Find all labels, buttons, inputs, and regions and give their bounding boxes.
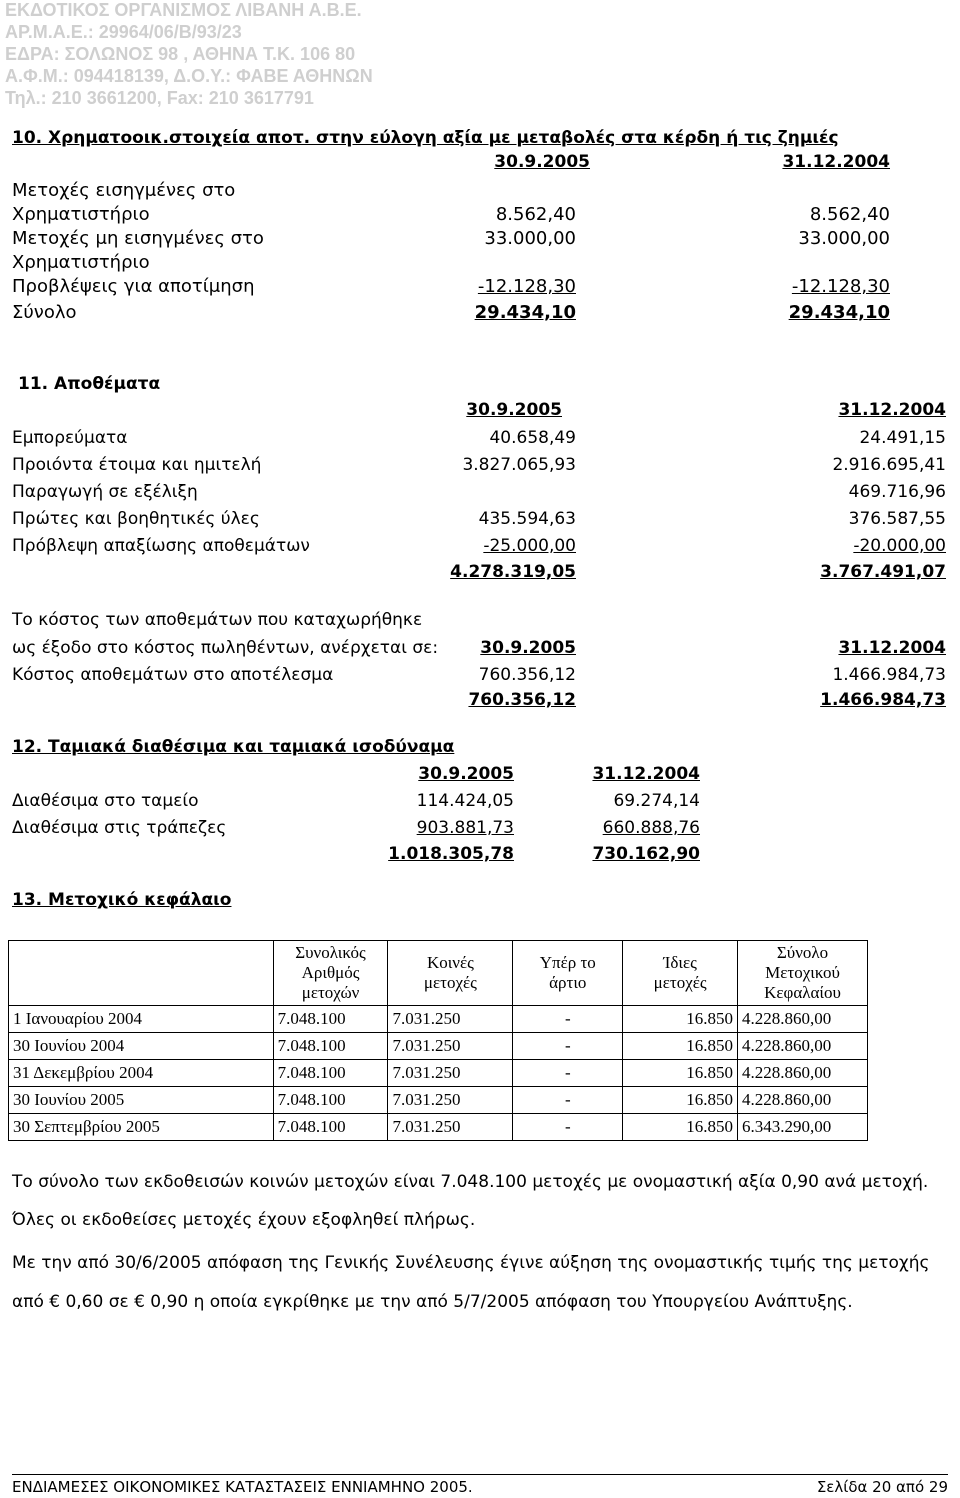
row-date-cell: 31 Δεκεμβρίου 2004 <box>9 1060 274 1087</box>
s11-row2-label: Προιόντα έτοιμα και ημιτελή <box>12 455 262 475</box>
footer-page: Σελίδα 20 από 29 <box>816 1478 948 1496</box>
row-total-capital-cell: 6.343.290,00 <box>738 1114 868 1141</box>
header-cell-above-par <box>513 941 623 1006</box>
row-date-cell: 1 Ιανουαρίου 2004 <box>9 1006 274 1033</box>
row-common-shares-cell: 7.031.250 <box>388 1006 513 1033</box>
header-cell-date <box>9 941 274 1006</box>
row-above-par-cell: - <box>513 1087 623 1114</box>
s10-row3-label: Προβλέψεις για αποτίμηση <box>12 276 255 297</box>
s10-row1-label2: Χρηματιστήριο <box>12 204 150 225</box>
s12-row1-v2: 69.274,14 <box>613 791 700 811</box>
row-treasury-cell: 16.850 <box>623 1114 738 1141</box>
footer-divider <box>12 1474 948 1475</box>
table-row <box>9 1033 868 1060</box>
s11-cost-col2: 31.12.2004 <box>838 638 946 658</box>
s11-row5-v1: -25.000,00 <box>483 536 576 556</box>
header-cell-treasury-shares <box>623 941 738 1006</box>
s11-cost-total-v2: 1.466.984,73 <box>820 690 946 710</box>
s10-row2-label1: Μετοχές μη εισηγμένες στο <box>12 228 264 249</box>
section12-title: 12. Ταμιακά διαθέσιμα και ταμιακά ισοδύναμα <box>12 737 455 757</box>
share-capital-table <box>8 940 868 1141</box>
row-total-capital-cell: 4.228.860,00 <box>738 1060 868 1087</box>
row-common-shares-cell: 7.031.250 <box>388 1060 513 1087</box>
s11-row2-v2: 2.916.695,41 <box>832 455 946 475</box>
s11-cost-row-label: Κόστος αποθεμάτων στο αποτέλεσμα <box>12 665 334 685</box>
row-treasury-cell: 16.850 <box>623 1087 738 1114</box>
s11-row1-label: Εμπορεύματα <box>12 428 128 448</box>
table-header-row <box>9 941 868 1006</box>
s11-cost-row-v1: 760.356,12 <box>478 665 576 685</box>
header-text: Σύνολο <box>776 943 829 962</box>
s11-total-v2: 3.767.491,07 <box>820 562 946 582</box>
row-common-shares-cell: 7.031.250 <box>388 1033 513 1060</box>
row-date-cell: 30 Ιουνίου 2004 <box>9 1033 274 1060</box>
row-total-capital-cell: 4.228.860,00 <box>738 1006 868 1033</box>
s11-row4-label: Πρώτες και βοηθητικές ύλες <box>12 509 260 529</box>
s11-row1-v2: 24.491,15 <box>859 428 946 448</box>
header-text: Συνολικός <box>295 943 366 962</box>
s10-row3-v1: -12.128,30 <box>477 276 576 297</box>
section11-col2: 31.12.2004 <box>838 400 946 420</box>
row-above-par-cell: - <box>513 1114 623 1141</box>
row-total-shares-cell: 7.048.100 <box>273 1060 388 1087</box>
header-text: Ίδιες <box>663 953 697 972</box>
row-above-par-cell: - <box>513 1060 623 1087</box>
s13-para2: Όλες οι εκδοθείσες μετοχές έχουν εξοφληθεί πλήρως. <box>12 1210 476 1230</box>
header-cell-total-capital <box>738 941 868 1006</box>
section10-title: 10. Χρηματοοικ.στοιχεία αποτ. στην εύλογη αξία με μεταβολές στα κέρδη ή τις ζημιές <box>12 128 839 148</box>
s11-row4-v2: 376.587,55 <box>848 509 946 529</box>
header-text: Κοινές <box>426 953 474 972</box>
s11-cost-row-v2: 1.466.984,73 <box>832 665 946 685</box>
row-common-shares-cell: 7.031.250 <box>388 1087 513 1114</box>
s10-total-label: Σύνολο <box>12 302 77 323</box>
header-text: Μετοχικού <box>765 963 840 982</box>
header-text: άρτιο <box>549 973 587 992</box>
s11-row3-v2: 469.716,96 <box>848 482 946 502</box>
s11-row4-v1: 435.594,63 <box>478 509 576 529</box>
row-total-shares-cell: 7.048.100 <box>273 1087 388 1114</box>
table-row <box>9 1060 868 1087</box>
s12-total-v1: 1.018.305,78 <box>388 844 514 864</box>
s11-row1-v1: 40.658,49 <box>489 428 576 448</box>
s13-para3b: από € 0,60 σε € 0,90 η οποία εγκρίθηκε με την από 5/7/2005 απόφαση του Υπουργείου Ανάπτυξης. <box>12 1292 853 1312</box>
s11-total-v1: 4.278.319,05 <box>450 562 576 582</box>
header-cell-common-shares <box>388 941 513 1006</box>
section11-col1: 30.9.2005 <box>466 400 562 420</box>
table-row <box>9 1006 868 1033</box>
s12-row2-label: Διαθέσιμα στις τράπεζες <box>12 818 227 838</box>
row-above-par-cell: - <box>513 1033 623 1060</box>
s11-row5-label: Πρόβλεψη απαξίωσης αποθεμάτων <box>12 536 310 556</box>
row-above-par-cell: - <box>513 1006 623 1033</box>
row-total-shares-cell: 7.048.100 <box>273 1033 388 1060</box>
footer-left: ΕΝΔΙΑΜΕΣΕΣ ΟΙΚΟΝΟΜΙΚΕΣ ΚΑΤΑΣΤΑΣΕΙΣ ΕΝΝΙΑΜΗΝΟ 2005. <box>12 1478 473 1496</box>
s12-total-v2: 730.162,90 <box>592 844 700 864</box>
company-address: ΕΔΡΑ: ΣΟΛΩΝΟΣ 98 , ΑΘΗΝΑ Τ.Κ. 106 80 <box>5 44 356 64</box>
row-total-capital-cell: 4.228.860,00 <box>738 1033 868 1060</box>
row-common-shares-cell: 7.031.250 <box>388 1114 513 1141</box>
header-cell-total-shares <box>273 941 388 1006</box>
s10-row1-v1: 8.562,40 <box>495 204 576 225</box>
section11-title: 11. Αποθέματα <box>18 374 161 394</box>
row-treasury-cell: 16.850 <box>623 1033 738 1060</box>
s10-row3-v2: -12.128,30 <box>791 276 890 297</box>
section13-title: 13. Μετοχικό κεφάλαιο <box>12 890 232 910</box>
company-reg: ΑΡ.Μ.Α.Ε.: 29964/06/Β/93/23 <box>5 22 242 42</box>
company-phone: Τηλ.: 210 3661200, Fax: 210 3617791 <box>5 88 314 108</box>
s11-cost-line1: Το κόστος των αποθεμάτων που καταχωρήθηκε <box>12 610 423 630</box>
table-row <box>9 1114 868 1141</box>
s12-row1-label: Διαθέσιμα στο ταμείο <box>12 791 199 811</box>
s11-row5-v2: -20.000,00 <box>853 536 946 556</box>
s13-para3a: Με την από 30/6/2005 απόφαση της Γενικής Συνέλευσης έγινε αύξηση της ονομαστικής τιμής της μετοχής <box>12 1253 930 1273</box>
s12-row2-v1: 903.881,73 <box>416 818 514 838</box>
s10-row2-v2: 33.000,00 <box>798 228 890 249</box>
row-treasury-cell: 16.850 <box>623 1006 738 1033</box>
company-tax: Α.Φ.Μ.: 094418139, Δ.Ο.Υ.: ΦΑΒΕ ΑΘΗΝΩΝ <box>5 66 373 86</box>
s10-row2-label2: Χρηματιστήριο <box>12 252 150 273</box>
header-text: μετοχών <box>301 983 360 1002</box>
s11-cost-line2: ως έξοδο στο κόστος πωληθέντων, ανέρχεται σε: <box>12 638 439 658</box>
section12-col2: 31.12.2004 <box>592 764 700 784</box>
s11-row2-v1: 3.827.065,93 <box>462 455 576 475</box>
company-name: ΕΚΔΟΤΙΚΟΣ ΟΡΓΑΝΙΣΜΟΣ ΛΙΒΑΝΗ Α.Β.Ε. <box>5 0 362 20</box>
s10-row1-label1: Μετοχές εισηγμένες στο <box>12 180 236 201</box>
s12-row1-v1: 114.424,05 <box>416 791 514 811</box>
s11-cost-total-v1: 760.356,12 <box>468 690 576 710</box>
header-text: Αριθμός <box>301 963 360 982</box>
s11-cost-col1: 30.9.2005 <box>480 638 576 658</box>
header-text: μετοχές <box>653 973 707 992</box>
header-text: μετοχές <box>423 973 477 992</box>
s12-row2-v2: 660.888,76 <box>602 818 700 838</box>
s10-row2-v1: 33.000,00 <box>484 228 576 249</box>
header-text: Υπέρ το <box>539 953 596 972</box>
s10-total-v2: 29.434,10 <box>788 302 890 323</box>
s10-total-v1: 29.434,10 <box>474 302 576 323</box>
table-row <box>9 1087 868 1114</box>
section12-col1: 30.9.2005 <box>418 764 514 784</box>
row-date-cell: 30 Ιουνίου 2005 <box>9 1087 274 1114</box>
section10-col2: 31.12.2004 <box>782 152 890 172</box>
section10-col1: 30.9.2005 <box>494 152 590 172</box>
s11-row3-label: Παραγωγή σε εξέλιξη <box>12 482 198 502</box>
header-text: Κεφαλαίου <box>764 983 841 1002</box>
s13-para1: Το σύνολο των εκδοθεισών κοινών μετοχών είναι 7.048.100 μετοχές με ονομαστική αξία 0,90 ανά μετοχή. <box>12 1172 929 1192</box>
row-total-capital-cell: 4.228.860,00 <box>738 1087 868 1114</box>
row-treasury-cell: 16.850 <box>623 1060 738 1087</box>
row-total-shares-cell: 7.048.100 <box>273 1114 388 1141</box>
s10-row1-v2: 8.562,40 <box>809 204 890 225</box>
row-total-shares-cell: 7.048.100 <box>273 1006 388 1033</box>
row-date-cell: 30 Σεπτεμβρίου 2005 <box>9 1114 274 1141</box>
